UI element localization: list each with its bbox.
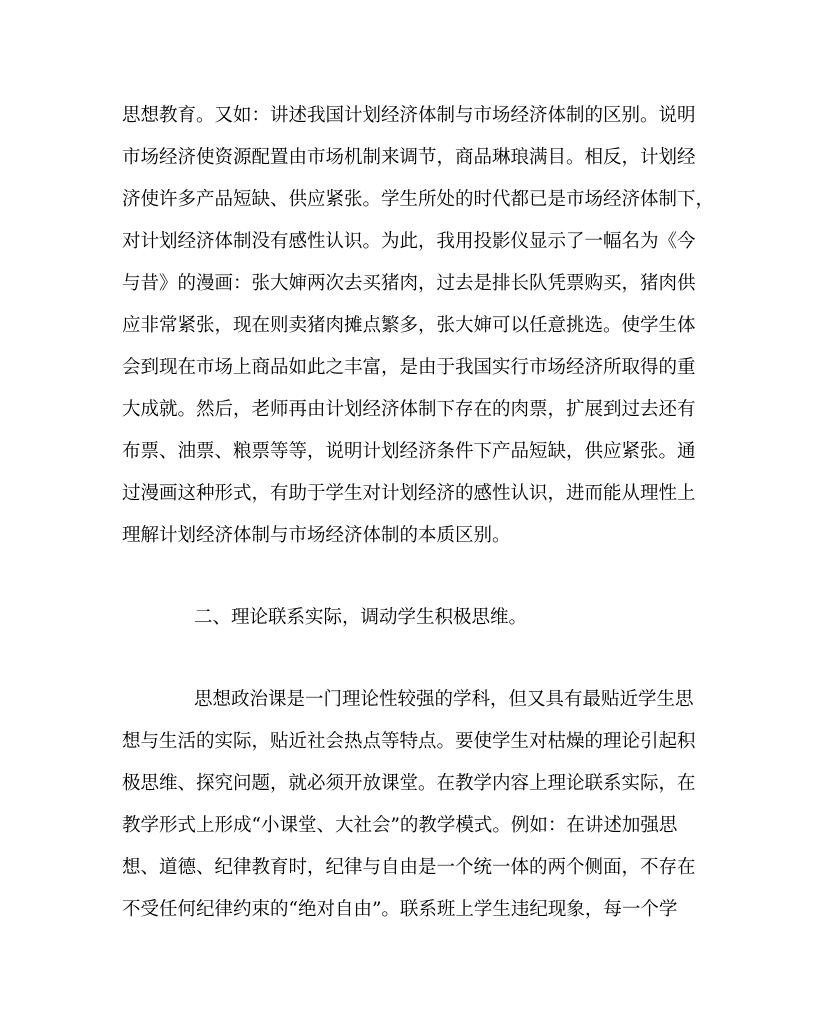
section-heading: 二、理论联系实际，调动学生积极思维。	[194, 607, 528, 628]
paragraph-1-line-2: 市场经济使资源配置由市场机制来调节，商品琳琅满目。相反，计划经	[122, 147, 696, 168]
paragraph-2-line-5: 想、道德、纪律教育时，纪律与自由是一个统一体的两个侧面，不存在	[122, 857, 696, 878]
paragraph-1-line-4: 对计划经济体制没有感性认识。为此，我用投影仪显示了一幅名为《今	[122, 231, 696, 252]
paragraph-1-line-6: 应非常紧张，现在则卖猪肉摊点繁多，张大婶可以任意挑选。使学生体	[122, 315, 696, 336]
paragraph-1-line-1: 思想教育。又如：讲述我国计划经济体制与市场经济体制的区别。说明	[122, 105, 696, 126]
paragraph-2-line-4: 教学形式上形成“小课堂、大社会”的教学模式。例如：在讲述加强思	[122, 815, 678, 836]
paragraph-1-line-8: 大成就。然后，老师再由计划经济体制下存在的肉票，扩展到过去还有	[122, 399, 696, 420]
paragraph-2-line-3: 极思维、探究问题，就必须开放课堂。在教学内容上理论联系实际，在	[122, 773, 696, 794]
paragraph-2-line-2: 想与生活的实际，贴近社会热点等特点。要使学生对枯燥的理论引起积	[122, 731, 696, 752]
paragraph-1-line-9: 布票、油票、粮票等等，说明计划经济条件下产品短缺，供应紧张。通	[122, 441, 696, 462]
paragraph-1-line-11: 理解计划经济体制与市场经济体制的本质区别。	[122, 525, 511, 546]
paragraph-2-line-6: 不受任何纪律约束的“绝对自由”。联系班上学生违纪现象，每一个学	[122, 899, 678, 920]
paragraph-1-line-5: 与昔》的漫画：张大婶两次去买猪肉，过去是排长队凭票购买，猪肉供	[122, 273, 696, 294]
paragraph-1-line-10: 过漫画这种形式，有助于学生对计划经济的感性认识，进而能从理性上	[122, 483, 696, 504]
paragraph-1-line-7: 会到现在市场上商品如此之丰富，是由于我国实行市场经济所取得的重	[122, 357, 696, 378]
paragraph-1-line-3: 济使许多产品短缺、供应紧张。学生所处的时代都已是市场经济体制下，	[122, 189, 715, 210]
paragraph-2-line-1: 思想政治课是一门理论性较强的学科，但又具有最贴近学生思	[194, 689, 694, 710]
